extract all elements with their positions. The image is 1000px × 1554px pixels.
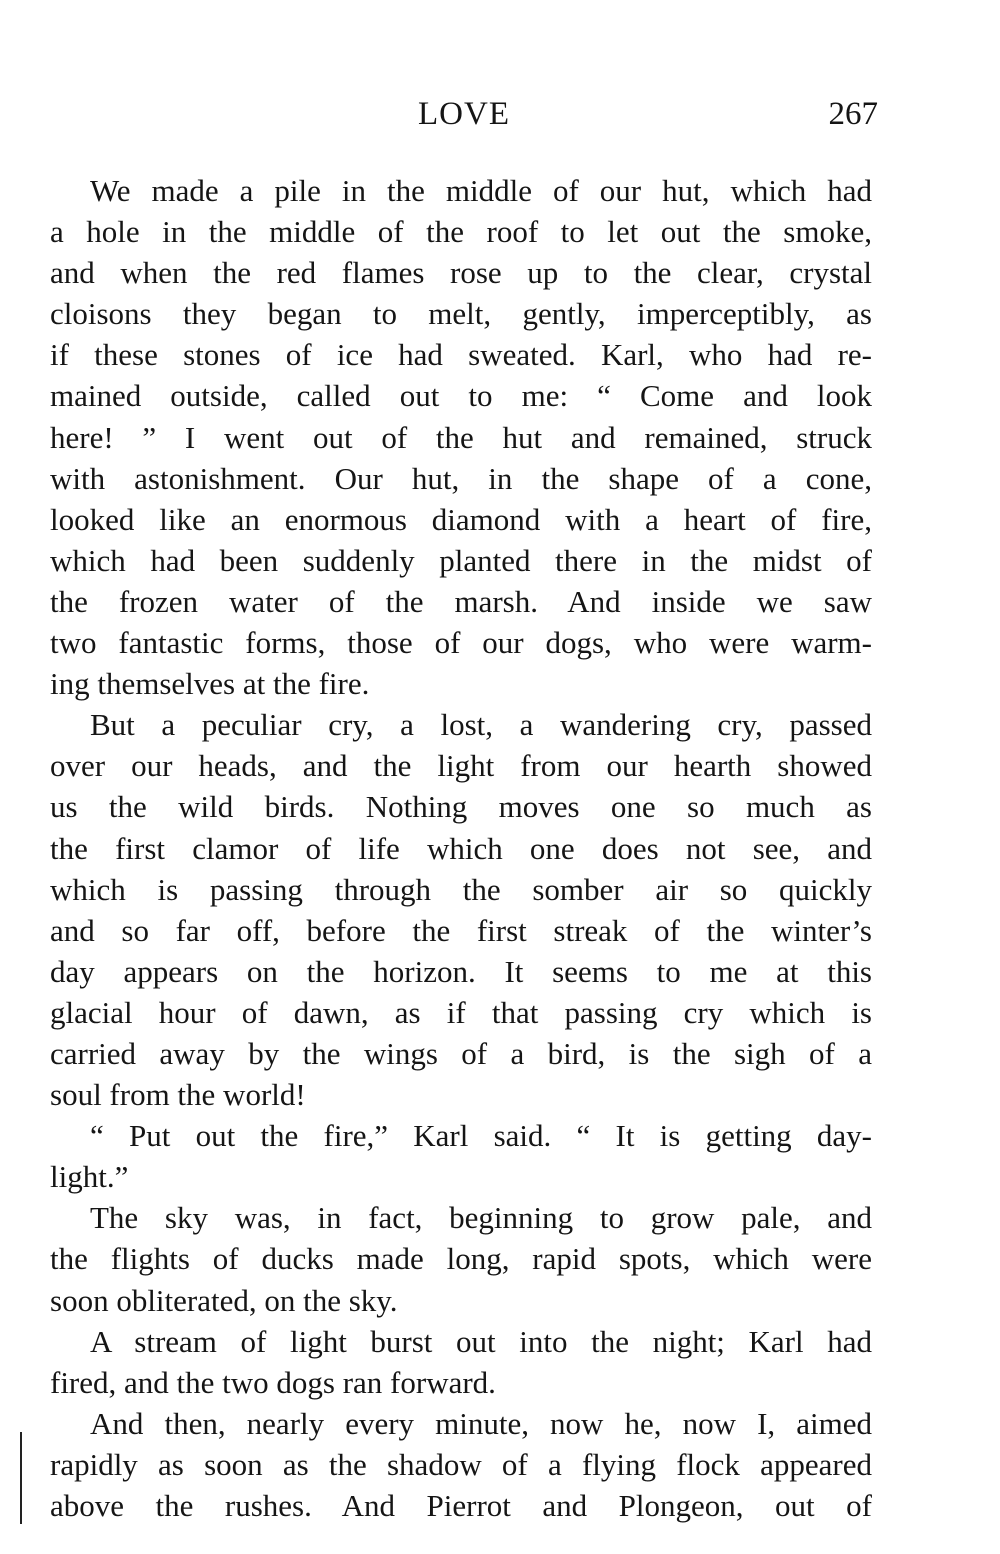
text-line: carried away by the wings of a bird, is the sigh of a [50,1035,872,1071]
text-line: ing themselves at the fire. [50,666,370,702]
text-line: A stream of light burst out into the night; Karl had [90,1323,872,1359]
text-line: We made a pile in the middle of our hut, which had [90,173,872,208]
text-line: day appears on the horizon. It seems to me at this [50,953,872,989]
text-line: the flights of ducks made long, rapid spots, which were [50,1241,872,1277]
text-line: and so far off, before the first streak of the winter’s [50,912,872,948]
text-line: soul from the world! [50,1077,306,1113]
text-line: here! ” I went out of the hut and remained, struck [50,419,872,455]
text-line: the first clamor of life which one does not see, and [50,830,872,866]
text-line: above the rushes. And Pierrot and Plongeon, out of [50,1488,872,1523]
text-line: mained outside, called out to me: “ Come and look [50,378,872,414]
text-line: over our heads, and the light from our hearth showed [50,748,872,784]
text-line: The sky was, in fact, beginning to grow pale, and [90,1200,872,1236]
page-header [50,96,878,142]
text-line: cloisons they began to melt, gently, imperceptibly, as [50,296,872,332]
text-line: two fantastic forms, those of our dogs, who were warm- [50,625,872,661]
text-line: the frozen water of the marsh. And inside we saw [50,583,872,619]
text-line: if these stones of ice had sweated. Karl, who had re- [50,337,872,373]
text-line: light.” [50,1159,129,1195]
text-line: looked like an enormous diamond with a heart of fire, [50,501,872,537]
text-line: soon obliterated, on the sky. [50,1282,398,1318]
text-line: But a peculiar cry, a lost, a wandering cry, passed [90,707,872,743]
running-head: LOVE [418,96,510,132]
text-line: which had been suddenly planted there in the midst of [50,542,872,578]
text-line: rapidly as soon as the shadow of a flying flock appeared [50,1446,872,1482]
text-line: glacial hour of dawn, as if that passing cry which is [50,994,872,1030]
text-line: a hole in the middle of the roof to let out the smoke, [50,214,872,250]
text-line: us the wild birds. Nothing moves one so much as [50,789,872,825]
page-number: 267 [828,96,878,132]
text-line: “ Put out the fire,” Karl said. “ It is getting day- [90,1118,872,1154]
body-text [50,170,872,1526]
text-line: And then, nearly every minute, now he, now I, aimed [90,1405,872,1441]
text-line: fired, and the two dogs ran forward. [50,1364,496,1400]
text-line: which is passing through the somber air so quickly [50,871,872,907]
text-line: and when the red flames rose up to the clear, crystal [50,255,872,291]
margin-mark [20,1432,22,1524]
text-line: with astonishment. Our hut, in the shape of a cone, [50,460,872,496]
